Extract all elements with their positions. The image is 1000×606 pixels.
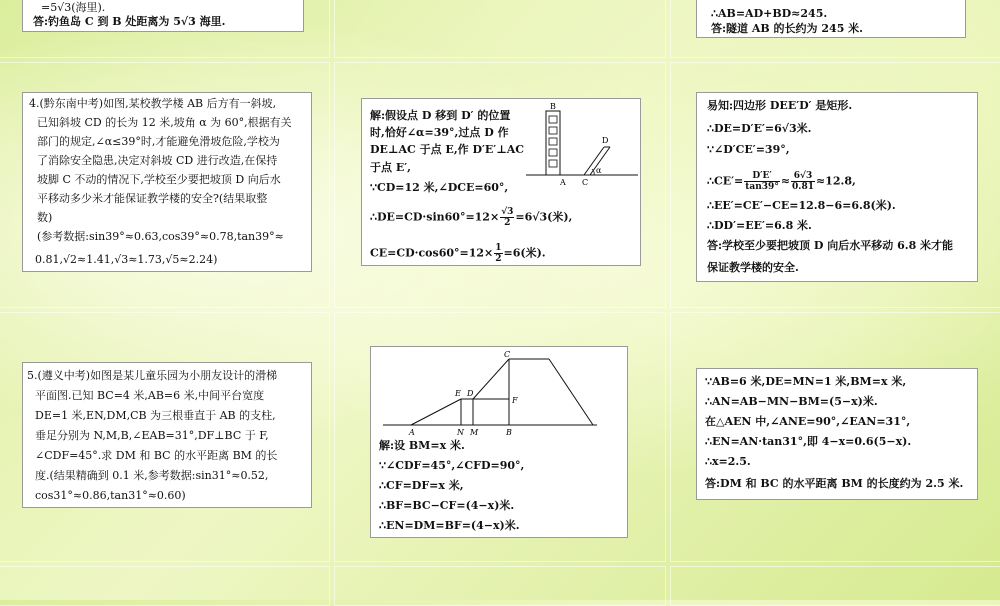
solution-line xyxy=(707,171,856,192)
solution-4a-card xyxy=(361,98,641,266)
problem-line: 已知斜坡 CD 的长为 12 米,坡角 α 为 60°,根据有关 xyxy=(37,116,292,129)
slide-cell xyxy=(0,566,330,606)
point-label-d: D xyxy=(602,136,609,145)
denominator: tan39° xyxy=(745,182,779,192)
solution-text: ∴DE=CD·sin60°=12× xyxy=(370,210,500,224)
angle-label-alpha: α xyxy=(596,166,602,175)
solution-line: 答:DM 和 BC 的水平距离 BM 的长度约为 2.5 米. xyxy=(705,477,964,490)
solution-text: CE=CD·cos60°=12× xyxy=(370,246,494,260)
building-window xyxy=(549,160,557,167)
slide-figure xyxy=(375,349,625,439)
solution-line: ∵AB=6 米,DE=MN=1 米,BM=x 米, xyxy=(705,375,907,388)
denominator: 0.81 xyxy=(792,182,814,192)
solution-line: ∴CF=DF=x 米, xyxy=(379,479,464,492)
point-label-b: B xyxy=(506,428,512,437)
problem-line: 平移动多少米才能保证教学楼的安全?(结果取整 xyxy=(37,192,268,205)
solution-line: 解:设 BM=x 米. xyxy=(379,439,465,452)
answer-line: =5√3(海里). xyxy=(41,1,106,14)
building-window xyxy=(549,127,557,134)
top-left-answer-card xyxy=(22,0,304,32)
solution-line xyxy=(370,207,572,228)
building-ab xyxy=(546,111,560,175)
solution-line: 在△AEN 中,∠ANE=90°,∠EAN=31°, xyxy=(705,415,911,428)
solution-5b-card xyxy=(696,368,978,500)
point-label-f: F xyxy=(512,396,518,405)
top-right-answer-card xyxy=(696,0,966,38)
solution-text: ≈ xyxy=(780,174,791,188)
problem-line: 平面图.已知 BC=4 米,AB=6 米,中间平台宽度 xyxy=(35,389,265,402)
point-label-a: A xyxy=(409,428,415,437)
point-label-c: C xyxy=(504,350,511,359)
problem-line: 坡脚 C 不动的情况下,学校至少要把坡顶 D 向后水 xyxy=(37,173,281,186)
problem-5-card xyxy=(22,362,312,508)
stairs-dc xyxy=(473,359,509,399)
numerator: √3 xyxy=(501,207,514,217)
solution-line: ∴EN=AN·tan31°,即 4−x=0.6(5−x). xyxy=(705,435,912,448)
slide-cell xyxy=(334,566,666,606)
point-label-b: B xyxy=(550,103,556,111)
answer-line: 答:钓鱼岛 C 到 B 处距离为 5√3 海里. xyxy=(33,15,226,28)
solution-line: 保证教学楼的安全. xyxy=(707,261,799,274)
solution-line: ∵∠CDF=45°,∠CFD=90°, xyxy=(379,459,525,472)
building-slope-figure xyxy=(522,103,640,189)
problem-line: 垂足分别为 N,M,B,∠EAB=31°,DF⊥BC 于 F, xyxy=(35,429,269,442)
solution-line: DE⊥AC 于点 E,作 D′E′⊥AC xyxy=(370,143,525,156)
solution-line: 易知:四边形 DEE′D′ 是矩形. xyxy=(707,99,853,112)
fraction xyxy=(500,207,514,228)
building-window xyxy=(549,138,557,145)
point-label-d: D xyxy=(467,389,474,398)
point-label-n: N xyxy=(457,428,464,437)
problem-line: 数) xyxy=(37,211,53,224)
building-window xyxy=(549,116,557,123)
numerator: D′E′ xyxy=(744,171,780,182)
problem-line: 4.(黔东南中考)如图,某校教学楼 AB 后方有一斜坡, xyxy=(29,97,277,110)
solution-line: ∴EN=DM=BF=(4−x)米. xyxy=(379,519,520,532)
denominator: 2 xyxy=(504,218,511,228)
solution-line: 解:假设点 D 移到 D′ 的位置 xyxy=(370,109,511,122)
answer-line: ∴AB=AD+BD≈245. xyxy=(711,7,828,20)
building-window xyxy=(549,149,557,156)
problem-line: cos31°≈0.86,tan31°≈0.60) xyxy=(35,489,186,502)
problem-line: ∠CDF=45°.求 DM 和 BC 的水平距离 BM 的长 xyxy=(35,449,278,462)
problem-line: 5.(遵义中考)如图是某儿童乐园为小朋友设计的滑梯 xyxy=(27,369,278,382)
solution-line: ∵∠D′CE′=39°, xyxy=(707,143,790,156)
point-label-a: A xyxy=(560,178,566,187)
right-slide xyxy=(549,359,593,425)
solution-text: =6(米). xyxy=(503,246,546,260)
problem-line: DE=1 米,EN,DM,CB 为三根垂直于 AB 的支柱, xyxy=(35,409,276,422)
solution-text: ∴CE′= xyxy=(707,174,744,188)
solution-line: ∴DD′=EE′=6.8 米. xyxy=(707,219,812,232)
problem-line: 度.(结果精确到 0.1 米,参考数据:sin31°≈0.52, xyxy=(35,469,269,482)
problem-line: 0.81,√2≈1.41,√3≈1.73,√5≈2.24) xyxy=(35,253,218,266)
answer-line: 答:隧道 AB 的长约为 245 米. xyxy=(711,22,864,35)
point-label-m: M xyxy=(470,428,479,437)
solution-line: 答:学校至少要把坡顶 D 向后水平移动 6.8 米才能 xyxy=(707,239,954,252)
solution-line: 于点 E′, xyxy=(370,161,411,174)
solution-line: ∴DE=D′E′=6√3米. xyxy=(707,122,812,135)
problem-line: 了消除安全隐患,决定对斜坡 CD 进行改造,在保持 xyxy=(37,154,278,167)
solution-text: ≈12.8, xyxy=(815,174,856,188)
solution-line: ∴AN=AB−MN−BM=(5−x)米. xyxy=(705,395,878,408)
problem-line: 部门的规定,∠α≤39°时,才能避免滑坡危险,学校为 xyxy=(37,135,280,148)
slide-cell xyxy=(334,0,666,58)
slide-ae xyxy=(411,399,461,425)
solution-line: ∴BF=BC−CF=(4−x)米. xyxy=(379,499,515,512)
solution-line: ∴x=2.5. xyxy=(705,455,751,468)
problem-line: (参考数据:sin39°≈0.63,cos39°≈0.78,tan39°≈ xyxy=(37,230,284,243)
solution-line: 时,恰好∠α=39°,过点 D 作 xyxy=(370,126,509,139)
fraction xyxy=(791,171,815,192)
solution-line xyxy=(370,243,546,264)
solution-text: =6√3(米), xyxy=(515,210,573,224)
fraction xyxy=(744,171,780,192)
denominator: 2 xyxy=(495,254,502,264)
numerator: 6√3 xyxy=(791,171,815,182)
problem-4-card xyxy=(22,92,312,272)
slide-cell xyxy=(670,566,1000,606)
solution-4b-card xyxy=(696,92,978,282)
solution-line: ∵CD=12 米,∠DCE=60°, xyxy=(370,181,509,194)
solution-5a-card xyxy=(370,346,628,538)
point-label-c: C xyxy=(582,178,589,187)
point-label-e: E xyxy=(455,389,461,398)
fraction xyxy=(494,243,502,264)
solution-line: ∴EE′=CE′−CE=12.8−6=6.8(米). xyxy=(707,199,896,212)
numerator: 1 xyxy=(495,243,502,253)
